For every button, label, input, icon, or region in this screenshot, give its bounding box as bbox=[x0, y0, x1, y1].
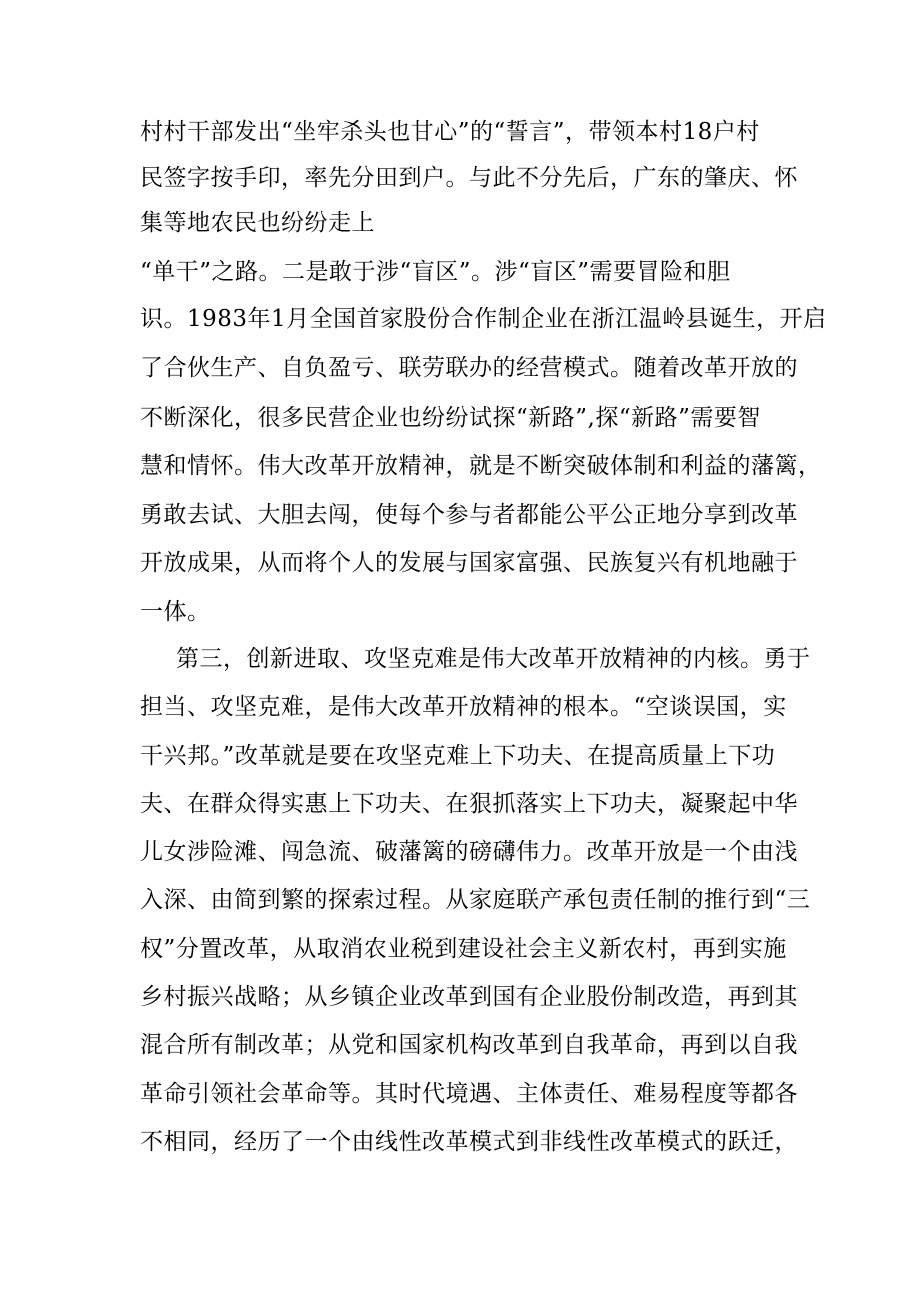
text-line: 勇敢去试、大胆去闯，使每个参与者都能公平公正地分享到改革 bbox=[140, 502, 798, 528]
text-line: 儿女涉险滩、闯急流、破藩篱的磅礴伟力。改革开放是一个由浅 bbox=[140, 839, 798, 865]
text-line: 不相同，经历了一个由线性改革模式到非线性改革模式的跃迁， bbox=[140, 1129, 798, 1155]
text-line: 民签字按手印，率先分田到户。与此不分先后，广东的肇庆、怀 bbox=[140, 165, 798, 191]
text-line: 混合所有制改革；从党和国家机构改革到自我革命，再到以自我 bbox=[140, 1032, 798, 1058]
text-line: 了合伙生产、自负盈亏、联劳联办的经营模式。随着改革开放的 bbox=[140, 355, 798, 381]
text-line: 革命引领社会革命等。其时代境遇、主体责任、难易程度等都各 bbox=[140, 1081, 798, 1107]
text-line: 权”分置改革，从取消农业税到建设社会主义新农村，再到实施 bbox=[140, 936, 787, 962]
text-line: 村村干部发出“坐牢杀头也甘心”的“誓言”，带领本村18户村 bbox=[140, 119, 760, 145]
text-line: 担当、攻坚克难，是伟大改革开放精神的根本。“空谈误国，实 bbox=[140, 694, 787, 720]
text-line: “单干”之路。二是敢于涉“盲区”。涉“盲区”需要冒险和胆 bbox=[140, 259, 731, 285]
text-line: 第三，创新进取、攻坚克难是伟大改革开放精神的内核。勇于 bbox=[176, 646, 811, 672]
text-line: 识。1983年1月全国首家股份合作制企业在浙江温岭县诞生，开启 bbox=[140, 306, 827, 332]
text-line: 开放成果，从而将个人的发展与国家富强、民族复兴有机地融于 bbox=[140, 550, 798, 576]
text-line: 一体。 bbox=[140, 599, 211, 625]
text-line: 夫、在群众得实惠上下功夫、在狠抓落实上下功夫，凝聚起中华 bbox=[140, 791, 798, 817]
text-line: 集等地农民也纷纷走上 bbox=[140, 210, 375, 236]
text-line: 慧和情怀。伟大改革开放精神，就是不断突破体制和利益的藩篱， bbox=[140, 453, 822, 479]
text-line: 入深、由简到繁的探索过程。从家庭联产承包责任制的推行到“三 bbox=[140, 887, 811, 913]
text-line: 干兴邦。”改革就是要在攻坚克难上下功夫、在提高质量上下功 bbox=[140, 743, 776, 769]
text-line: 乡村振兴战略；从乡镇企业改革到国有企业股份制改造，再到其 bbox=[140, 984, 798, 1010]
text-line: 不断深化，很多民营企业也纷纷试探“新路”,探“新路”需要智 bbox=[140, 405, 761, 431]
